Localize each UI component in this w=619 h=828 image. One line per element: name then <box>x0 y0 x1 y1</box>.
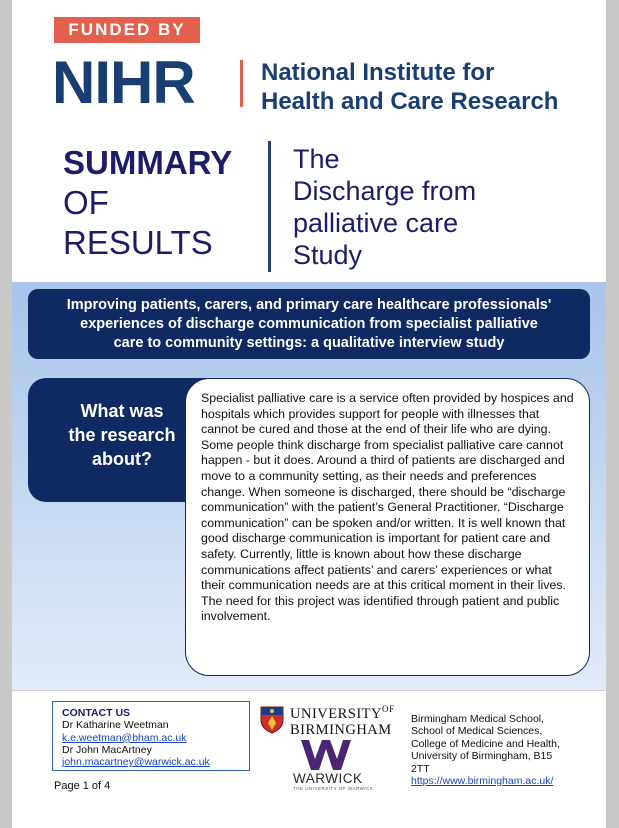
warwick-logo-icon <box>301 740 351 770</box>
funded-by-badge: FUNDED BY <box>54 17 200 43</box>
institute-name <box>261 58 558 116</box>
title-divider <box>268 141 271 272</box>
footer-divider <box>12 690 606 691</box>
uob-line2: BIRMINGHAM <box>290 721 392 738</box>
address-line1: Birmingham Medical School, <box>411 713 545 725</box>
address-line3: College of Medicine and Health, <box>411 737 560 750</box>
address-website-link[interactable]: https://www.birmingham.ac.uk/ <box>411 775 554 788</box>
question-line2: the research <box>68 425 176 445</box>
address-line5: 2TT <box>411 762 430 775</box>
summary-title <box>63 143 232 263</box>
results-word: RESULTS <box>63 224 213 261</box>
question-line1: What was <box>80 401 164 421</box>
study-title-line3: palliative care <box>293 208 459 238</box>
study-title-line4: Study <box>293 240 363 270</box>
banner-line3: care to community settings: a qualitative interview study <box>113 334 505 351</box>
page-number: Page 1 of 4 <box>54 780 111 792</box>
institute-name-line1: National Institute for <box>261 59 495 86</box>
contact2-email-link[interactable]: john.macartney@warwick.ac.uk <box>62 756 210 769</box>
study-title-line1: The <box>293 144 340 174</box>
warwick-logo-text: WARWICK <box>293 771 363 786</box>
answer-box <box>185 378 590 676</box>
contact1-name: Dr Katharine Weetman <box>62 719 169 732</box>
contact1-email-link[interactable]: k.e.weetman@bham.ac.uk <box>62 731 187 744</box>
banner-line2: experiences of discharge communication from specialist palliative <box>80 315 538 332</box>
study-title-line2: Discharge from <box>293 176 477 206</box>
banner-line1: Improving patients, carers, and primary care healthcare professionals' <box>66 296 552 313</box>
question-heading <box>52 399 192 471</box>
question-line3: about? <box>92 449 152 469</box>
address-line4: University of Birmingham, B15 <box>411 750 553 763</box>
contact-box <box>52 701 250 771</box>
logo-divider <box>240 60 243 107</box>
contact-heading: CONTACT US <box>62 707 131 719</box>
summary-word: SUMMARY <box>63 144 233 181</box>
institute-name-line2: Health and Care Research <box>261 88 559 115</box>
address-block <box>411 713 581 787</box>
study-subtitle-banner <box>28 289 590 359</box>
birmingham-shield-icon <box>260 706 284 734</box>
warwick-logo-subtext: THE UNIVERSITY OF WARWICK <box>293 786 374 791</box>
answer-text: Specialist palliative care is a service often provided by hospices and hospitals which provides support for people with illnesses that cannot be cured and those at the end of their life who are dying. Some people think discharge from specialist palliative care cannot happen - but it does. Around a third of patients are discharged and move to a community setting, as their needs and preferences change. When someone is discharged, there should be “discharge communication” with the patient’s General Practitioner. “Discharge communication” can be spoken and/or written. It is well known that good discharge communication is important for patient care and safety. Currently, little is known about how these discharge communications affect patients’ and carers’ experiences or what their communication needs are at this critical moment in their lives. The need for this project was identified through patient and public involvement. <box>201 391 574 624</box>
contact2-name: Dr John MacArtney <box>62 743 152 756</box>
study-title <box>293 143 513 271</box>
of-word: OF <box>63 184 109 221</box>
document-page <box>12 0 606 828</box>
uob-of: OF <box>382 704 395 714</box>
uob-line1: UNIVERSITY <box>290 705 382 722</box>
address-line2: School of Medical Sciences, <box>411 725 543 738</box>
birmingham-logo-text <box>290 701 395 738</box>
nihr-logo: NIHR <box>52 49 195 116</box>
